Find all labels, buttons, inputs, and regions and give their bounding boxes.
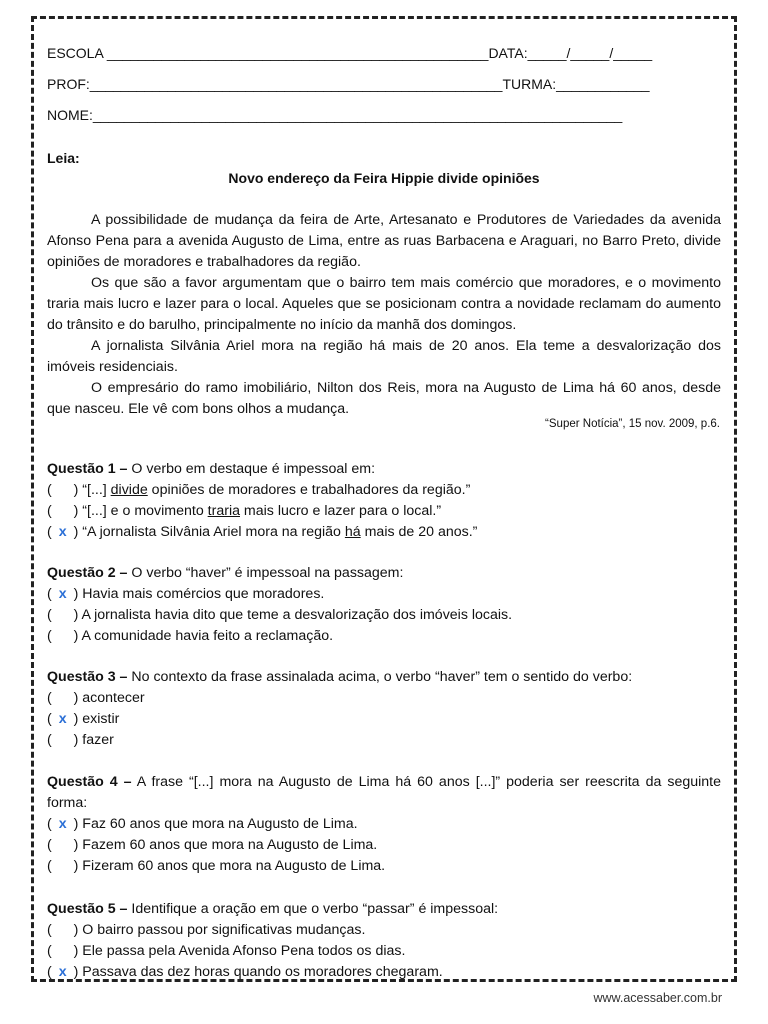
question-1 [47,459,721,543]
option[interactable]: ( ) Fazem 60 anos que mora na Augusto de Lima. [47,837,378,853]
option[interactable]: ( ) “[...] e o movimento traria mais lucro e lazer para o local.” [47,503,442,519]
paragraph-2: Os que são a favor argumentam que o bairro tem mais comércio que moradores, e o movimento traria mais lucro e lazer para o local. Aqueles que se posicionam contra a novidade reclamam do aumento do trânsito e do barulho, principalmente no início da manhã dos domingos. [47,275,721,333]
question-label: Questão 5 – [47,901,128,917]
question-5-prompt [47,899,721,920]
option[interactable]: ( x ) “A jornalista Silvânia Ariel mora na região há mais de 20 anos.” [47,522,721,543]
option[interactable]: ( x ) Havia mais comércios que moradores. [47,584,721,605]
question-text: A frase “[...] mora na Augusto de Lima há 60 anos [...]” poderia ser reescrita da seguinte forma: [47,774,721,811]
nome-line: NOME:____________________________________________________________________ [47,107,623,123]
question-label: Questão 1 – [47,461,128,477]
question-4 [47,772,721,877]
answer-mark: x [58,524,67,540]
option[interactable]: ( ) A comunidade havia feito a reclamação. [47,628,334,644]
option[interactable]: ( x ) existir [47,709,721,730]
question-text: O verbo “haver” é impessoal na passagem: [127,565,404,581]
paragraph-4: O empresário do ramo imobiliário, Nilton dos Reis, mora na Augusto de Lima há 60 anos, desde que nasceu. Ele vê com bons olhos a mudança. [47,380,721,417]
option[interactable]: ( ) Fizeram 60 anos que mora na Augusto de Lima. [47,858,386,874]
question-text: Identifique a oração em que o verbo “passar” é impessoal: [127,901,499,917]
answer-mark: x [58,964,67,980]
answer-mark: x [58,586,67,602]
question-2-prompt [47,563,721,584]
option[interactable]: ( ) fazer [47,732,114,748]
option[interactable]: ( x ) Faz 60 anos que mora na Augusto de Lima. [47,814,721,835]
highlighted-verb: traria [207,503,240,519]
question-2 [47,563,721,647]
escola-line: ESCOLA _________________________________________________DATA:_____/_____/_____ [47,45,653,61]
article-title: Novo endereço da Feira Hippie divide opiniões [228,170,540,186]
option[interactable]: ( ) A jornalista havia dito que teme a desvalorização dos imóveis locais. [47,607,513,623]
answer-mark: x [58,711,67,727]
answer-mark: x [58,816,67,832]
option[interactable]: ( ) Ele passa pela Avenida Afonso Pena todos os dias. [47,943,406,959]
question-5 [47,899,721,983]
option[interactable]: ( ) acontecer [47,690,145,706]
paragraph-1: A possibilidade de mudança da feira de Arte, Artesanato e Produtores de Variedades da avenida Afonso Pena para a avenida Augusto de Lima, entre as ruas Barbacena e Araguari, no Barro Preto, divide opiniões de moradores e trabalhadores da região. [47,212,721,270]
option[interactable]: ( ) O bairro passou por significativas mudanças. [47,922,366,938]
highlighted-verb: há [344,524,361,540]
question-4-prompt [47,772,721,814]
website-footer: www.acessaber.com.br [593,991,722,1005]
question-3-prompt [47,667,721,688]
article-source: “Super Notícia”, 15 nov. 2009, p.6. [545,418,720,430]
paragraph-3: A jornalista Silvânia Ariel mora na região há mais de 20 anos. Ela teme a desvalorização dos imóveis residenciais. [47,338,721,375]
question-text: No contexto da frase assinalada acima, o verbo “haver” tem o sentido do verbo: [127,669,633,685]
highlighted-verb: divide [110,482,148,498]
question-3 [47,667,721,751]
question-label: Questão 4 – [47,774,132,790]
question-1-prompt [47,459,721,480]
question-label: Questão 2 – [47,565,128,581]
question-label: Questão 3 – [47,669,128,685]
prof-line: PROF:_____________________________________________________TURMA:____________ [47,76,650,92]
option[interactable]: ( x ) Passava das dez horas quando os moradores chegaram. [47,962,721,983]
question-text: O verbo em destaque é impessoal em: [127,461,376,477]
leia-label: Leia: [47,150,80,166]
option[interactable]: ( ) “[...] divide opiniões de moradores e trabalhadores da região.” [47,482,471,498]
